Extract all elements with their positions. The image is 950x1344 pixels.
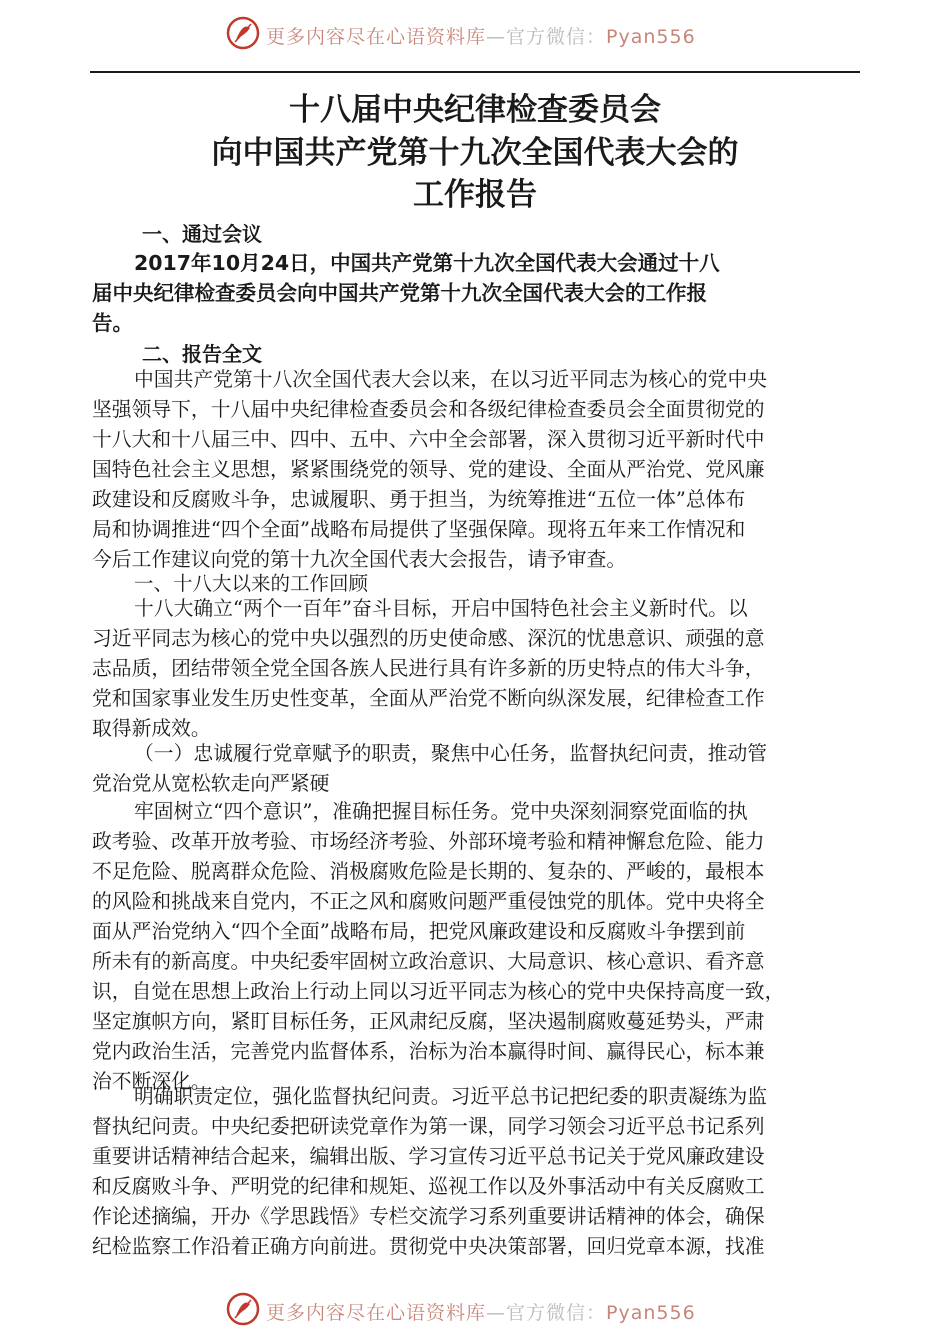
paragraph-line: 治不断深化。 (92, 1070, 211, 1093)
watermark-text (266, 1298, 696, 1325)
paragraph-line: 十八大确立“两个一百年”奋斗目标，开启中国特色社会主义新时代。以 (134, 597, 748, 620)
paragraph-line: （一）忠诚履行党章赋予的职责，聚焦中心任务，监督执纪问责，推动管 (134, 742, 768, 765)
watermark-id: Pyan556 (606, 26, 696, 48)
paragraph-line: 和反腐败斗争、严明党的纪律和规矩、巡视工作以及外事活动中有关反腐败工 (92, 1175, 765, 1198)
paragraph-line: 明确职责定位，强化监督执纪问责。习近平总书记把纪委的职责凝练为监 (134, 1085, 768, 1108)
section1-heading: 一、通过会议 (142, 222, 262, 246)
paragraph-line: 告。 (92, 311, 133, 335)
item1-heading (92, 739, 858, 799)
paragraph-line: 取得新成效。 (92, 717, 211, 740)
flower-logo-icon (226, 1292, 260, 1326)
paragraph-line: 纪检监察工作沿着正确方向前进。贯彻党中央决策部署，回归党章本源，找准 (92, 1235, 765, 1258)
title-line-3: 工作报告 (413, 177, 537, 213)
paragraph-line: 识，自觉在思想上政治上行动上同以习近平同志为核心的党中央保持高度一致， (92, 980, 785, 1003)
intro-paragraph (92, 365, 858, 575)
header-rule (90, 71, 860, 73)
paragraph-line: 局和协调推进“四个全面”战略布局提供了坚强保障。现将五年来工作情况和 (92, 518, 746, 541)
paragraph-line: 十八大和十八届三中、四中、五中、六中全会部署，深入贯彻习近平新时代中 (92, 428, 765, 451)
paragraph-line: 今后工作建议向党的第十九次全国代表大会报告，请予审查。 (92, 548, 627, 571)
paragraph-line: 坚强领导下，十八届中央纪律检查委员会和各级纪律检查委员会全面贯彻党的 (92, 398, 765, 421)
paragraph-line: 重要讲话精神结合起来，编辑出版、学习宣传习近平总书记关于党风廉政建设 (92, 1145, 765, 1168)
title-line-1: 十八届中央纪律检查委员会 (289, 92, 661, 128)
flower-logo-icon (226, 16, 260, 50)
watermark-sep: — (486, 1302, 507, 1324)
review-paragraph (92, 594, 858, 744)
watermark-label: 官方微信： (506, 1302, 607, 1324)
paragraph-line: 党内政治生活，完善党内监督体系，治标为治本赢得时间、赢得民心，标本兼 (92, 1040, 765, 1063)
title-line-2: 向中国共产党第十九次全国代表大会的 (211, 135, 739, 171)
watermark-id: Pyan556 (606, 1302, 696, 1324)
paragraph-line: 作论述摘编，开办《学思践悟》专栏交流学习系列重要讲话精神的体会，确保 (92, 1205, 765, 1228)
section2-heading: 二、报告全文 (142, 342, 262, 366)
watermark-sep: — (486, 26, 507, 48)
paragraph-line: 不足危险、脱离群众危险、消极腐败危险是长期的、复杂的、严峻的，最根本 (92, 860, 765, 883)
watermark-text (266, 22, 696, 49)
paragraph-line: 政建设和反腐败斗争，忠诚履职、勇于担当，为统筹推进“五位一体”总体布 (92, 488, 746, 511)
paragraph-line: 志品质，团结带领全党全国各族人民进行具有许多新的历史特点的伟大斗争， (92, 657, 765, 680)
paragraph-line: 督执纪问责。中央纪委把研读党章作为第一课，同学习领会习近平总书记系列 (92, 1115, 765, 1138)
paragraph-line: 所未有的新高度。中央纪委牢固树立政治意识、大局意识、核心意识、看齐意 (92, 950, 765, 973)
paragraph-line: 届中央纪律检查委员会向中国共产党第十九次全国代表大会的工作报 (92, 281, 707, 305)
paragraph-line: 中国共产党第十八次全国代表大会以来，在以习近平同志为核心的党中央 (134, 368, 768, 391)
paragraph-line: 习近平同志为核心的党中央以强烈的历史使命感、深沉的忧患意识、顽强的意 (92, 627, 765, 650)
paragraph-line: 坚定旗帜方向，紧盯目标任务，正风肃纪反腐，坚决遏制腐败蔓延势头，严肃 (92, 1010, 765, 1033)
review-subheading: 一、十八大以来的工作回顾 (134, 572, 369, 595)
paragraph-line: 面从严治党纳入“四个全面”战略布局，把党风廉政建设和反腐败斗争摆到前 (92, 920, 746, 943)
paragraph-line: 的风险和挑战来自党内，不正之风和腐败问题严重侵蚀党的肌体。党中央将全 (92, 890, 765, 913)
watermark-label: 官方微信： (506, 26, 607, 48)
watermark-main: 更多内容尽在心语资料库 (266, 1302, 487, 1324)
paragraph-line: 党和国家事业发生历史性变革，全面从严治党不断向纵深发展，纪律检查工作 (92, 687, 765, 710)
paragraph-line: 牢固树立“四个意识”，准确把握目标任务。党中央深刻洞察党面临的执 (134, 800, 748, 823)
watermark-banner-top (0, 14, 950, 54)
paragraph-b (92, 1082, 858, 1262)
watermark-banner-bottom (0, 1290, 950, 1330)
section1-paragraph (92, 248, 858, 338)
paragraph-line: 国特色社会主义思想，紧紧围绕党的领导、党的建设、全面从严治党、党风廉 (92, 458, 765, 481)
paragraph-line: 政考验、改革开放考验、市场经济考验、外部环境考验和精神懈怠危险、能力 (92, 830, 765, 853)
paragraph-line: 党治党从宽松软走向严紧硬 (92, 772, 330, 795)
watermark-main: 更多内容尽在心语资料库 (266, 26, 487, 48)
paragraph-line: 2017年10月24日，中国共产党第十九次全国代表大会通过十八 (134, 251, 720, 275)
paragraph-a (92, 797, 858, 1097)
